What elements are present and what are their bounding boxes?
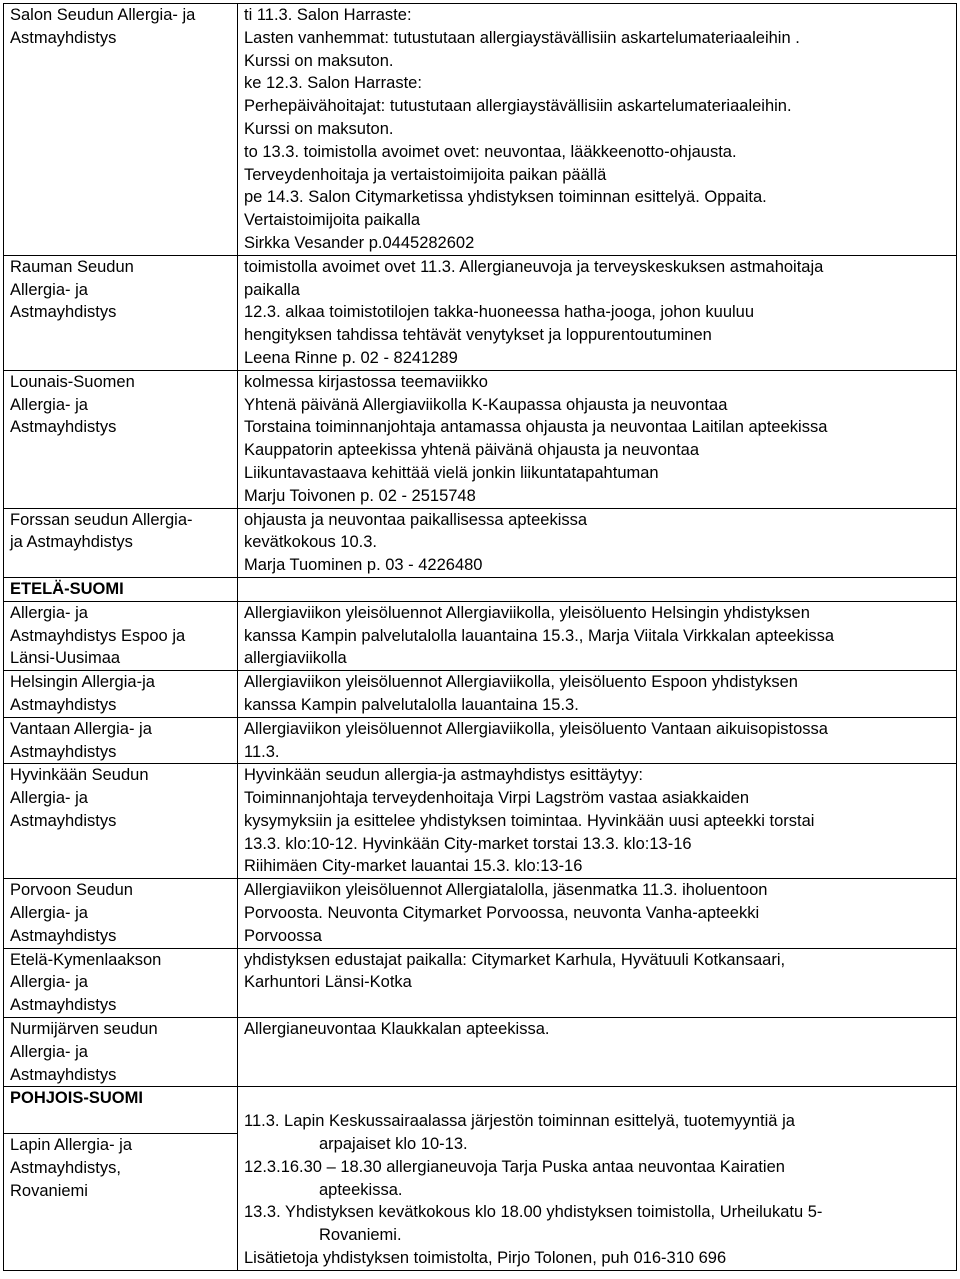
org-line: Astmayhdistys bbox=[10, 811, 117, 830]
event-line: Perhepäivähoitajat: tutustutaan allergiaystävällisiin askartelumateriaaleihin. bbox=[244, 97, 792, 116]
event-line: Kauppatorin apteekissa yhtenä päivänä ohjausta ja neuvontaa bbox=[244, 441, 700, 460]
event-line: hengityksen tahdissa tehtävät venytykset ja loppurentoutuminen bbox=[244, 326, 712, 345]
event-line: Liikuntavastaava kehittää vielä jonkin liikuntatapahtuman bbox=[244, 463, 659, 482]
event-line: Allergianeuvontaa Klaukkalan apteekissa. bbox=[244, 1020, 550, 1039]
organization-cell bbox=[4, 601, 238, 670]
events-cell bbox=[238, 717, 957, 764]
org-line: Allergia- ja bbox=[10, 973, 88, 992]
events-cell bbox=[238, 764, 957, 879]
events-cell bbox=[238, 1087, 957, 1270]
org-line: Allergia- ja bbox=[10, 395, 88, 414]
region-heading: ETELÄ-SUOMI bbox=[4, 577, 238, 601]
event-line: Allergiaviikon yleisöluennot Allergiatalolla, jäsenmatka 11.3. iholuentoon bbox=[244, 881, 768, 900]
event-line: Marju Toivonen p. 02 - 2515748 bbox=[244, 486, 476, 505]
org-line: Forssan seudun Allergia- bbox=[10, 510, 193, 529]
org-line: Lapin Allergia- ja bbox=[10, 1136, 132, 1155]
org-line: Allergia- ja bbox=[10, 280, 88, 299]
event-line: 11.3. bbox=[244, 742, 280, 761]
organization-cell bbox=[4, 255, 238, 370]
event-line: to 13.3. toimistolla avoimet ovet: neuvontaa, lääkkeenotto-ohjausta. bbox=[244, 142, 737, 161]
org-line: Hyvinkään Seudun bbox=[10, 766, 149, 785]
organization-cell bbox=[4, 370, 238, 508]
event-line: pe 14.3. Salon Citymarketissa yhdistyksen toiminnan esittelyä. Oppaita. bbox=[244, 188, 767, 207]
event-line: Allergiaviikon yleisöluennot Allergiaviikolla, yleisöluento Vantaan aikuisopistossa bbox=[244, 719, 828, 738]
events-table bbox=[3, 3, 957, 1271]
event-line: paikalla bbox=[244, 280, 300, 299]
event-line: Allergiaviikon yleisöluennot Allergiaviikolla, yleisöluento Espoon yhdistyksen bbox=[244, 673, 798, 692]
table-row bbox=[4, 948, 957, 1017]
events-cell bbox=[238, 508, 957, 577]
org-line: Astmayhdistys Espoo ja bbox=[10, 626, 186, 645]
org-line: Astmayhdistys bbox=[10, 742, 117, 761]
organization-cell bbox=[4, 4, 238, 256]
event-line: Hyvinkään seudun allergia-ja astmayhdistys esittäytyy: bbox=[244, 766, 643, 785]
organization-cell bbox=[4, 764, 238, 879]
org-line: Allergia- ja bbox=[10, 904, 88, 923]
org-line: Astmayhdistys bbox=[10, 1065, 117, 1084]
org-line: Astmayhdistys bbox=[10, 996, 117, 1015]
events-cell bbox=[238, 601, 957, 670]
table-row bbox=[4, 879, 957, 948]
table-row bbox=[4, 508, 957, 577]
event-line: 12.3.16.30 – 18.30 allergianeuvoja Tarja Puska antaa neuvontaa Kairatien bbox=[244, 1157, 785, 1176]
event-line: Toiminnanjohtaja terveydenhoitaja Virpi Lagström vastaa asiakkaiden bbox=[244, 789, 750, 808]
events-cell bbox=[238, 255, 957, 370]
org-line: Lounais-Suomen bbox=[10, 372, 135, 391]
table-row bbox=[4, 671, 957, 718]
event-line: Porvoossa bbox=[244, 926, 322, 945]
org-line: Astmayhdistys bbox=[10, 303, 117, 322]
table-row bbox=[4, 4, 957, 256]
event-line: Karhuntori Länsi-Kotka bbox=[244, 973, 412, 992]
event-line: kanssa Kampin palvelutalolla lauantaina 15.3., Marja Viitala Virkkalan apteekissa bbox=[244, 626, 835, 645]
table-row bbox=[4, 255, 957, 370]
region-heading: POHJOIS-SUOMI bbox=[4, 1087, 238, 1134]
organization-cell bbox=[4, 1134, 238, 1271]
table-row bbox=[4, 764, 957, 879]
org-line: ja Astmayhdistys bbox=[10, 533, 133, 552]
event-line: Leena Rinne p. 02 - 8241289 bbox=[244, 348, 458, 367]
organization-cell bbox=[4, 508, 238, 577]
event-line: ti 11.3. Salon Harraste: bbox=[244, 6, 412, 24]
org-line: Astmayhdistys bbox=[10, 28, 117, 47]
event-line: Marja Tuominen p. 03 - 4226480 bbox=[244, 556, 483, 575]
event-line: kanssa Kampin palvelutalolla lauantaina 15.3. bbox=[244, 695, 579, 714]
event-line: Terveydenhoitaja ja vertaistoimijoita paikan päällä bbox=[244, 165, 607, 184]
event-line: Allergiaviikon yleisöluennot Allergiaviikolla, yleisöluento Helsingin yhdistyksen bbox=[244, 603, 810, 622]
org-line: Astmayhdistys bbox=[10, 695, 117, 714]
event-line: kysymyksiin ja esittelee yhdistyksen toimintaa. Hyvinkään uusi apteekki torstai bbox=[244, 811, 815, 830]
org-line: Rovaniemi bbox=[10, 1181, 88, 1200]
org-line: Salon Seudun Allergia- ja bbox=[10, 6, 196, 24]
org-line: Porvoon Seudun bbox=[10, 881, 133, 900]
events-cell bbox=[238, 671, 957, 718]
org-line: Länsi-Uusimaa bbox=[10, 649, 121, 668]
events-cell bbox=[238, 948, 957, 1017]
org-line: Astmayhdistys bbox=[10, 418, 117, 437]
org-line: Allergia- ja bbox=[10, 603, 88, 622]
event-line: apteekissa. bbox=[319, 1180, 403, 1199]
event-line: ohjausta ja neuvontaa paikallisessa apteekissa bbox=[244, 510, 588, 529]
event-line: ke 12.3. Salon Harraste: bbox=[244, 74, 422, 93]
events-cell bbox=[238, 4, 957, 256]
event-line: arpajaiset klo 10-13. bbox=[319, 1135, 468, 1154]
event-line: Rovaniemi. bbox=[319, 1226, 402, 1245]
event-line: 11.3. Lapin Keskussairaalassa järjestön toiminnan esittelyä, tuotemyyntiä ja bbox=[244, 1112, 795, 1131]
event-line: 13.3. Yhdistyksen kevätkokous klo 18.00 yhdistyksen toimistolla, Urheilukatu 5- bbox=[244, 1203, 823, 1222]
event-line: Lasten vanhemmat: tutustutaan allergiaystävällisiin askartelumateriaaleihin . bbox=[244, 28, 800, 47]
org-line: Allergia- ja bbox=[10, 1042, 88, 1061]
event-line: Sirkka Vesander p.0445282602 bbox=[244, 233, 475, 252]
event-line: Yhtenä päivänä Allergiaviikolla K-Kaupassa ohjausta ja neuvontaa bbox=[244, 395, 728, 414]
event-line: Riihimäen City-market lauantai 15.3. klo:13-16 bbox=[244, 857, 583, 876]
event-line: kevätkokous 10.3. bbox=[244, 533, 377, 552]
event-line: allergiaviikolla bbox=[244, 649, 347, 668]
org-line: Helsingin Allergia-ja bbox=[10, 673, 155, 692]
event-line: yhdistyksen edustajat paikalla: Citymarket Karhula, Hyvätuuli Kotkansaari, bbox=[244, 950, 786, 969]
org-line: Vantaan Allergia- ja bbox=[10, 719, 152, 738]
region-row bbox=[4, 1087, 957, 1134]
events-cell bbox=[238, 1018, 957, 1087]
organization-cell bbox=[4, 671, 238, 718]
table-row bbox=[4, 370, 957, 508]
org-line: Astmayhdistys, bbox=[10, 1159, 121, 1178]
organization-cell bbox=[4, 1018, 238, 1087]
event-line: Lisätietoja yhdistyksen toimistolta, Pirjo Tolonen, puh 016-310 696 bbox=[244, 1249, 727, 1268]
event-line: toimistolla avoimet ovet 11.3. Allergianeuvoja ja terveyskeskuksen astmahoitaja bbox=[244, 257, 824, 276]
org-line: Etelä-Kymenlaakson bbox=[10, 950, 162, 969]
org-line: Allergia- ja bbox=[10, 789, 88, 808]
events-cell bbox=[238, 879, 957, 948]
spacer bbox=[244, 1087, 956, 1110]
event-line: 13.3. klo:10-12. Hyvinkään City-market torstai 13.3. klo:13-16 bbox=[244, 834, 692, 853]
org-line: Nurmijärven seudun bbox=[10, 1020, 158, 1039]
event-line: Kurssi on maksuton. bbox=[244, 119, 394, 138]
event-line: Porvoosta. Neuvonta Citymarket Porvoossa, neuvonta Vanha-apteekki bbox=[244, 904, 760, 923]
event-line: Torstaina toiminnanjohtaja antamassa ohjausta ja neuvontaa Laitilan apteekissa bbox=[244, 418, 828, 437]
table-row bbox=[4, 1018, 957, 1087]
organization-cell bbox=[4, 879, 238, 948]
event-line: Kurssi on maksuton. bbox=[244, 51, 394, 70]
org-line: Astmayhdistys bbox=[10, 926, 117, 945]
event-line: Vertaistoimijoita paikalla bbox=[244, 211, 421, 230]
region-row bbox=[4, 577, 957, 601]
empty-cell bbox=[238, 577, 957, 601]
event-line: 12.3. alkaa toimistotilojen takka-huoneessa hatha-jooga, johon kuuluu bbox=[244, 303, 755, 322]
event-line: kolmessa kirjastossa teemaviikko bbox=[244, 372, 488, 391]
org-line: Rauman Seudun bbox=[10, 257, 134, 276]
organization-cell bbox=[4, 717, 238, 764]
events-cell bbox=[238, 370, 957, 508]
table-row bbox=[4, 601, 957, 670]
table-row bbox=[4, 717, 957, 764]
organization-cell bbox=[4, 948, 238, 1017]
